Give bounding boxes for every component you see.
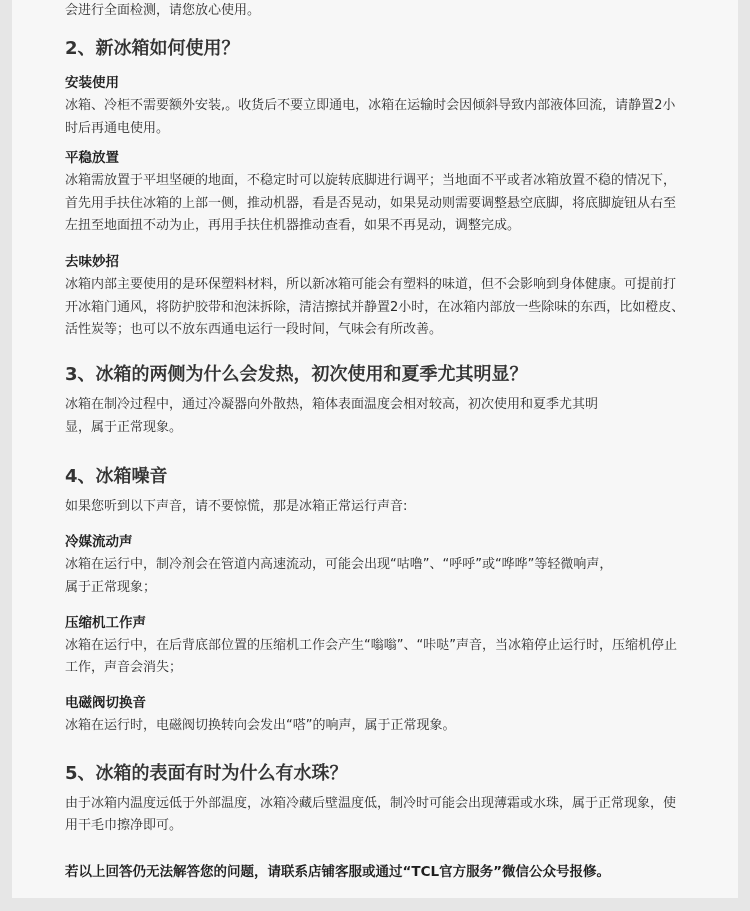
refrigerant-heading: 冷媒流动声 bbox=[65, 534, 133, 550]
section-3-title: 3、冰箱的两侧为什么会发热，初次使用和夏季尤其明显？ bbox=[65, 364, 528, 385]
valve-text-line-1: 冰箱在运行时，电磁阀切换转向会发出“嗒”的响声，属于正常现象。 bbox=[65, 718, 456, 733]
section-4-intro: 如果您听到以下声音，请不要惊慌，那是冰箱正常运行声音: bbox=[65, 499, 408, 514]
refrigerant-text-line-2: 属于正常现象； bbox=[65, 580, 157, 595]
section-5-title: 5、冰箱的表面有时为什么有水珠？ bbox=[65, 763, 348, 784]
odor-heading: 去味妙招 bbox=[65, 254, 119, 270]
footer-note: 若以上回答仍无法解答您的问题，请联系店铺客服或通过“TCL官方服务”微信公众号报修。 bbox=[65, 864, 610, 880]
section-3-text-line-1: 冰箱在制冷过程中，通过冷凝器向外散热，箱体表面温度会相对较高，初次使用和夏季尤其明 bbox=[65, 397, 599, 412]
section-5-text-line-2: 用干毛巾擦净即可。 bbox=[65, 818, 183, 833]
compressor-text-line-2: 工作，声音会消失； bbox=[65, 660, 183, 675]
compressor-text-line-1: 冰箱在运行中，在后背底部位置的压缩机工作会产生“嗡嗡”、“咔哒”声音，当冰箱停止运行时，压缩机停止 bbox=[65, 638, 677, 653]
install-text-line-1: 冰箱、冷柜不需要额外安装,。收货后不要立即通电，冰箱在运输时会因倾斜导致内部液体回流，请静置2小 bbox=[65, 98, 676, 113]
faq-sheet bbox=[12, 0, 738, 898]
stable-heading: 平稳放置 bbox=[65, 150, 119, 166]
section-2-title: 2、新冰箱如何使用？ bbox=[65, 38, 240, 59]
intro-tail-text: 会进行全面检测，请您放心使用。 bbox=[65, 3, 261, 18]
stable-text-line-2: 首先用手扶住冰箱的上部一侧，推动机器，看是否晃动，如果晃动则需要调整悬空底脚，将底脚旋钮从右至 bbox=[65, 196, 677, 211]
stable-text-line-1: 冰箱需放置于平坦坚硬的地面，不稳定时可以旋转底脚进行调平；当地面不平或者冰箱放置不稳的情况下， bbox=[65, 173, 677, 188]
refrigerant-text-line-1: 冰箱在运行中，制冷剂会在管道内高速流动，可能会出现“咕噜”、“呼呼”或“哗哗”等轻微响声， bbox=[65, 557, 613, 572]
odor-text-line-1: 冰箱内部主要使用的是环保塑料材料，所以新冰箱可能会有塑料的味道，但不会影响到身体健康。可提前打 bbox=[65, 277, 677, 292]
section-3-text-line-2: 显，属于正常现象。 bbox=[65, 420, 183, 435]
install-text-line-2: 时后再通电使用。 bbox=[65, 121, 170, 136]
valve-heading: 电磁阀切换音 bbox=[65, 695, 146, 711]
stable-text-line-3: 左扭至地面扭不动为止，再用手扶住机器推动查看，如果不再晃动，调整完成。 bbox=[65, 218, 521, 233]
install-heading: 安装使用 bbox=[65, 75, 119, 91]
odor-text-line-2: 开冰箱门通风，将防护胶带和泡沫拆除，清洁擦拭并静置2小时，在冰箱内部放一些除味的东西，比如橙皮、 bbox=[65, 300, 685, 315]
section-5-text-line-1: 由于冰箱内温度远低于外部温度，冰箱冷藏后壁温度低，制冷时可能会出现薄霜或水珠，属于正常现象，使 bbox=[65, 796, 677, 811]
compressor-heading: 压缩机工作声 bbox=[65, 615, 146, 631]
section-4-title: 4、冰箱噪音 bbox=[65, 466, 168, 487]
odor-text-line-3: 活性炭等；也可以不放东西通电运行一段时间，气味会有所改善。 bbox=[65, 322, 443, 337]
